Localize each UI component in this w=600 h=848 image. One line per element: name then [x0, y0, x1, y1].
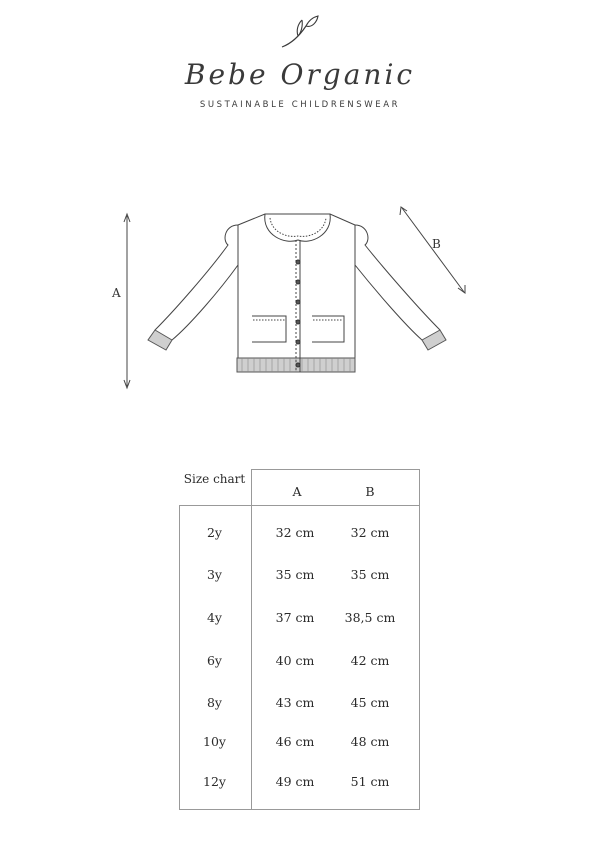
measure-a-cell: 32 cm — [275, 525, 315, 540]
size-cell: 4y — [206, 610, 222, 625]
brand-tagline: SUSTAINABLE CHILDRENSWEAR — [199, 100, 401, 110]
measure-b-cell: 35 cm — [350, 567, 390, 582]
table-divider — [251, 469, 420, 470]
size-cell: 10y — [203, 734, 226, 749]
measure-a-cell: 40 cm — [275, 653, 315, 668]
table-divider — [179, 505, 420, 506]
measure-b-cell: 32 cm — [350, 525, 390, 540]
column-header-a: A — [292, 484, 302, 499]
size-cell: 6y — [206, 653, 222, 668]
size-cell: 2y — [206, 525, 222, 540]
measure-b-cell: 42 cm — [350, 653, 390, 668]
measure-a-cell: 37 cm — [275, 610, 315, 625]
measure-a-cell: 35 cm — [275, 567, 315, 582]
table-divider — [179, 809, 420, 810]
table-divider — [419, 469, 420, 810]
dimension-a-label: A — [112, 286, 121, 300]
cardigan-diagram — [100, 200, 480, 400]
measure-a-cell: 46 cm — [275, 734, 315, 749]
size-chart-table — [179, 469, 420, 810]
measure-b-cell: 38,5 cm — [344, 610, 396, 625]
column-header-b: B — [365, 484, 375, 499]
brand-name: Bebe Organic — [184, 58, 416, 91]
table-divider — [251, 469, 252, 810]
size-chart-header: Size chart — [183, 472, 246, 486]
size-cell: 3y — [206, 567, 222, 582]
measure-a-cell: 49 cm — [275, 774, 315, 789]
measure-a-cell: 43 cm — [275, 695, 315, 710]
measure-b-cell: 51 cm — [350, 774, 390, 789]
size-cell: 8y — [206, 695, 222, 710]
leaf-logo-icon — [276, 14, 326, 50]
size-cell: 12y — [203, 774, 226, 789]
dimension-b-label: B — [432, 237, 441, 251]
measure-b-cell: 48 cm — [350, 734, 390, 749]
measure-b-cell: 45 cm — [350, 695, 390, 710]
